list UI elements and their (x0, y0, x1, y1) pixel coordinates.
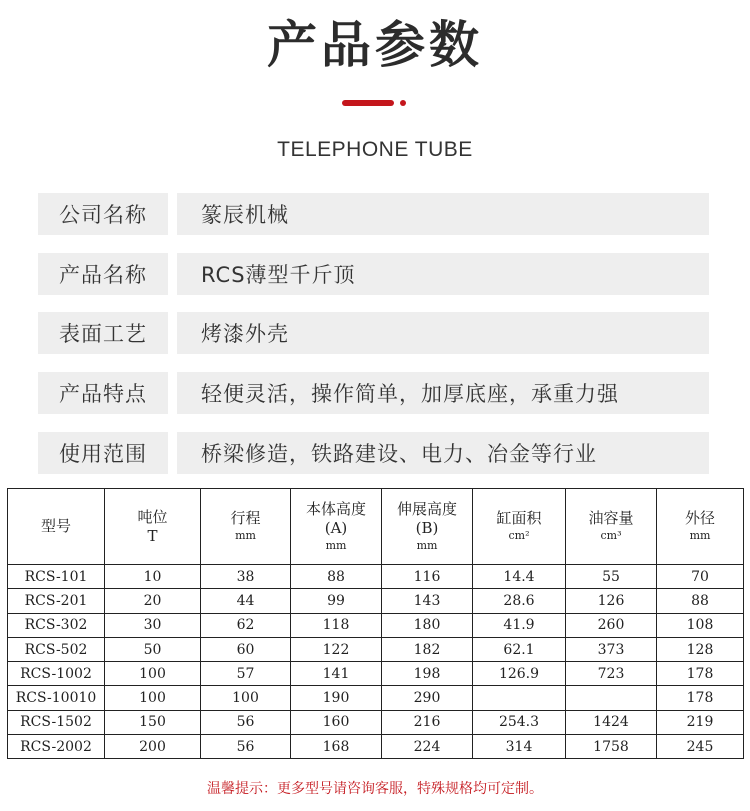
table-row (8, 710, 744, 734)
table-cell: 62.1 (473, 637, 566, 661)
table-header-cell (657, 489, 744, 565)
table-cell: 30 (105, 613, 201, 637)
table-cell: 254.3 (473, 710, 566, 734)
table-cell: 88 (657, 589, 744, 613)
header-name: 油容量 (588, 509, 634, 527)
table-row (8, 735, 744, 759)
table-cell: 20 (105, 589, 201, 613)
header-unit: mm (325, 538, 347, 552)
header-unit: cm³ (600, 529, 622, 542)
table-cell: 14.4 (473, 565, 566, 589)
table-cell: RCS-1002 (8, 662, 105, 686)
table-cell: RCS-201 (8, 589, 105, 613)
info-label: 产品特点 (38, 372, 168, 414)
title-accent-bar (342, 100, 394, 106)
table-cell: RCS-10010 (8, 686, 105, 710)
table-cell: 88 (291, 565, 382, 589)
spec-table (7, 488, 744, 759)
header-name: 吨位 (137, 507, 168, 526)
table-header-cell (382, 489, 473, 565)
header-unit: mm (689, 529, 711, 542)
table-cell (566, 686, 657, 710)
header-unit: mm (235, 529, 256, 542)
table-cell: 44 (201, 589, 291, 613)
table-cell: 1758 (566, 735, 657, 759)
table-cell: 60 (201, 637, 291, 661)
table-cell: 57 (201, 662, 291, 686)
header-symbol: T (147, 526, 158, 545)
table-cell: 198 (382, 662, 473, 686)
table-cell: 178 (657, 662, 744, 686)
info-label: 公司名称 (38, 193, 168, 235)
table-cell: RCS-1502 (8, 710, 105, 734)
table-cell: 100 (105, 662, 201, 686)
table-header-row (8, 489, 744, 565)
info-label: 表面工艺 (38, 312, 168, 354)
table-body (8, 565, 744, 759)
table-cell: RCS-502 (8, 637, 105, 661)
table-cell: 100 (201, 686, 291, 710)
table-row (8, 637, 744, 661)
table-row (8, 613, 744, 637)
table-cell: 126.9 (473, 662, 566, 686)
table-cell: 178 (657, 686, 744, 710)
table-cell: RCS-302 (8, 613, 105, 637)
table-cell: 216 (382, 710, 473, 734)
table-cell: RCS-101 (8, 565, 105, 589)
table-cell: 260 (566, 613, 657, 637)
info-value: 桥梁修造，铁路建设、电力、冶金等行业 (177, 432, 709, 474)
table-cell: 373 (566, 637, 657, 661)
table-cell: 62 (201, 613, 291, 637)
page-subtitle: TELEPHONE TUBE (277, 138, 473, 161)
table-cell: 314 (473, 735, 566, 759)
table-cell: 180 (382, 613, 473, 637)
header-unit: mm (416, 538, 438, 552)
table-cell: 118 (291, 613, 382, 637)
table-header-cell (105, 489, 201, 565)
table-header-cell (291, 489, 382, 565)
info-value: 篆辰机械 (177, 193, 709, 235)
info-value: 烤漆外壳 (177, 312, 709, 354)
table-row (8, 589, 744, 613)
table-header-cell (566, 489, 657, 565)
table-cell: 200 (105, 735, 201, 759)
table-cell: 50 (105, 637, 201, 661)
header-name: 行程 (230, 509, 261, 527)
table-cell: 70 (657, 565, 744, 589)
table-header-cell (8, 489, 105, 565)
info-value: RCS薄型千斤顶 (177, 253, 709, 295)
table-cell: 219 (657, 710, 744, 734)
table-row (8, 565, 744, 589)
table-cell: 160 (291, 710, 382, 734)
header-name: 本体高度 (305, 499, 366, 518)
table-cell: 56 (201, 710, 291, 734)
table-cell: 10 (105, 565, 201, 589)
table-row (8, 662, 744, 686)
header-name: 型号 (40, 517, 71, 535)
footer-tip: 温馨提示：更多型号请咨询客服，特殊规格均可定制。 (207, 781, 543, 797)
table-cell (473, 686, 566, 710)
table-cell: 150 (105, 710, 201, 734)
table-header-cell (473, 489, 566, 565)
info-label: 使用范围 (38, 432, 168, 474)
header-name: 缸面积 (496, 509, 542, 527)
table-cell: 1424 (566, 710, 657, 734)
table-cell: 224 (382, 735, 473, 759)
table-cell: 28.6 (473, 589, 566, 613)
table-cell: 55 (566, 565, 657, 589)
table-header-cell (201, 489, 291, 565)
table-cell: 56 (201, 735, 291, 759)
header-name: 外径 (684, 509, 715, 527)
table-cell: 290 (382, 686, 473, 710)
header-symbol: (A) (324, 518, 348, 537)
table-cell: 122 (291, 637, 382, 661)
table-cell: 128 (657, 637, 744, 661)
table-cell: 182 (382, 637, 473, 661)
table-cell: 723 (566, 662, 657, 686)
info-label: 产品名称 (38, 253, 168, 295)
table-cell: 108 (657, 613, 744, 637)
table-cell: 116 (382, 565, 473, 589)
title-accent-dot (400, 100, 406, 106)
page-title: 产品参数 (267, 16, 483, 74)
header-symbol: (B) (415, 518, 439, 537)
table-cell: 143 (382, 589, 473, 613)
table-cell: 99 (291, 589, 382, 613)
table-cell: 38 (201, 565, 291, 589)
table-cell: 168 (291, 735, 382, 759)
table-cell: 126 (566, 589, 657, 613)
table-cell: 100 (105, 686, 201, 710)
table-cell: 141 (291, 662, 382, 686)
table-cell: 245 (657, 735, 744, 759)
table-cell: 41.9 (473, 613, 566, 637)
table-cell: 190 (291, 686, 382, 710)
table-row (8, 686, 744, 710)
table-cell: RCS-2002 (8, 735, 105, 759)
info-value: 轻便灵活，操作简单，加厚底座，承重力强 (177, 372, 709, 414)
header-name: 伸展高度 (396, 499, 457, 518)
header-unit: cm² (508, 529, 530, 542)
